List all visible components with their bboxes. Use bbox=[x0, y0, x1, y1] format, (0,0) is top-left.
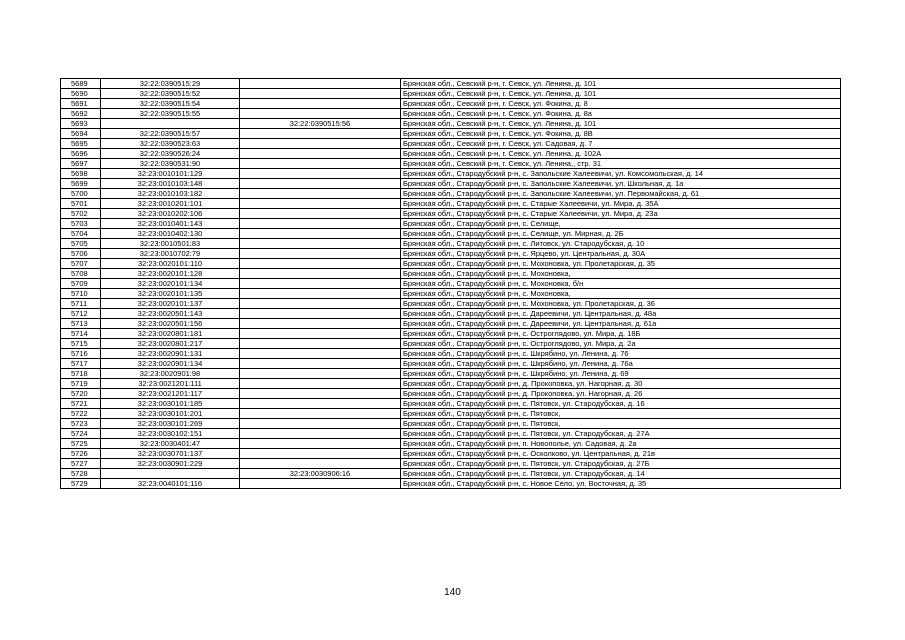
row-number-cell: 5691 bbox=[61, 99, 101, 109]
cadastral-number-cell: 32:23:0030401:47 bbox=[101, 439, 240, 449]
row-number-cell: 5723 bbox=[61, 419, 101, 429]
table-row bbox=[61, 239, 841, 249]
address-cell: Брянская обл., Стародубский р-н, с. Мохоновка, bbox=[401, 289, 841, 299]
cadastral-number-alt-cell bbox=[240, 259, 401, 269]
cadastral-number-alt-cell bbox=[240, 479, 401, 489]
cadastral-number-alt-cell bbox=[240, 349, 401, 359]
address-cell: Брянская обл., Стародубский р-н, с. Мохоновка, ул. Пролетарская, д. 35 bbox=[401, 259, 841, 269]
cadastral-number-cell: 32:23:0020101:137 bbox=[101, 299, 240, 309]
cadastral-number-cell: 32:23:0010103:148 bbox=[101, 179, 240, 189]
table-row bbox=[61, 159, 841, 169]
cadastral-number-alt-cell bbox=[240, 359, 401, 369]
address-cell: Брянская обл., Стародубский р-н, с. Пятовск, ул. Стародубская, д. 14 bbox=[401, 469, 841, 479]
address-cell: Брянская обл., Стародубский р-н, с. Остроглядово, ул. Мира, д. 2а bbox=[401, 339, 841, 349]
row-number-cell: 5728 bbox=[61, 469, 101, 479]
cadastral-number-cell: 32:23:0020101:128 bbox=[101, 269, 240, 279]
address-cell: Брянская обл., Стародубский р-н, с. Шкрябино, ул. Ленина, д. 76 bbox=[401, 349, 841, 359]
row-number-cell: 5707 bbox=[61, 259, 101, 269]
cadastral-number-alt-cell bbox=[240, 149, 401, 159]
table-row bbox=[61, 219, 841, 229]
row-number-cell: 5690 bbox=[61, 89, 101, 99]
cadastral-number-cell: 32:23:0030701:137 bbox=[101, 449, 240, 459]
cadastral-number-alt-cell bbox=[240, 159, 401, 169]
cadastral-number-cell: 32:22:0390523:63 bbox=[101, 139, 240, 149]
cadastral-number-cell: 32:22:0390515:55 bbox=[101, 109, 240, 119]
table-row bbox=[61, 169, 841, 179]
table-row bbox=[61, 139, 841, 149]
cadastral-number-alt-cell bbox=[240, 219, 401, 229]
cadastral-number-alt-cell bbox=[240, 399, 401, 409]
address-cell: Брянская обл., Стародубский р-н, с. Запольские Халеевичи, ул. Комсомольская, д. 14 bbox=[401, 169, 841, 179]
table-row bbox=[61, 249, 841, 259]
address-cell: Брянская обл., Стародубский р-н, с. Остроглядово, ул. Мира, д. 18Б bbox=[401, 329, 841, 339]
row-number-cell: 5705 bbox=[61, 239, 101, 249]
cadastral-number-alt-cell bbox=[240, 289, 401, 299]
row-number-cell: 5697 bbox=[61, 159, 101, 169]
table-row bbox=[61, 259, 841, 269]
cadastral-number-cell: 32:23:0010101:129 bbox=[101, 169, 240, 179]
row-number-cell: 5720 bbox=[61, 389, 101, 399]
row-number-cell: 5698 bbox=[61, 169, 101, 179]
table-row bbox=[61, 419, 841, 429]
cadastral-number-alt-cell bbox=[240, 89, 401, 99]
row-number-cell: 5694 bbox=[61, 129, 101, 139]
row-number-cell: 5713 bbox=[61, 319, 101, 329]
cadastral-number-alt-cell bbox=[240, 249, 401, 259]
row-number-cell: 5703 bbox=[61, 219, 101, 229]
cadastral-number-cell: 32:23:0020901:134 bbox=[101, 359, 240, 369]
table-row bbox=[61, 409, 841, 419]
row-number-cell: 5689 bbox=[61, 79, 101, 89]
cadastral-number-cell: 32:23:0010501:83 bbox=[101, 239, 240, 249]
cadastral-number-alt-cell bbox=[240, 239, 401, 249]
table-row bbox=[61, 209, 841, 219]
row-number-cell: 5725 bbox=[61, 439, 101, 449]
table-row bbox=[61, 359, 841, 369]
cadastral-number-cell: 32:23:0020101:135 bbox=[101, 289, 240, 299]
cadastral-number-alt-cell bbox=[240, 189, 401, 199]
cadastral-number-alt-cell bbox=[240, 459, 401, 469]
cadastral-number-alt-cell bbox=[240, 79, 401, 89]
cadastral-number-alt-cell bbox=[240, 129, 401, 139]
address-cell: Брянская обл., Севский р-н, г. Севск, ул. Ленина, д. 101 bbox=[401, 79, 841, 89]
row-number-cell: 5716 bbox=[61, 349, 101, 359]
row-number-cell: 5695 bbox=[61, 139, 101, 149]
table-row bbox=[61, 429, 841, 439]
cadastral-number-cell: 32:23:0020501:143 bbox=[101, 309, 240, 319]
address-cell: Брянская обл., Стародубский р-н, с. Осколково, ул. Центральная, д. 21в bbox=[401, 449, 841, 459]
address-cell: Брянская обл., Стародубский р-н, с. Пятовск, bbox=[401, 409, 841, 419]
address-cell: Брянская обл., Стародубский р-н, с. Селище, ул. Мирная, д. 2Б bbox=[401, 229, 841, 239]
table-row bbox=[61, 269, 841, 279]
table-row bbox=[61, 189, 841, 199]
cadastral-number-cell: 32:23:0020501:156 bbox=[101, 319, 240, 329]
table-row bbox=[61, 229, 841, 239]
row-number-cell: 5715 bbox=[61, 339, 101, 349]
address-cell: Брянская обл., Стародубский р-н, с. Литовск, ул. Стародубская, д. 10 bbox=[401, 239, 841, 249]
row-number-cell: 5724 bbox=[61, 429, 101, 439]
cadastral-number-cell: 32:23:0040101:116 bbox=[101, 479, 240, 489]
address-cell: Брянская обл., Стародубский р-н, с. Мохоновка, ул. Пролетарская, д. 36 bbox=[401, 299, 841, 309]
table-row bbox=[61, 379, 841, 389]
address-cell: Брянская обл., Севский р-н, г. Севск, ул. Ленина,, стр. 31 bbox=[401, 159, 841, 169]
cadastral-number-cell: 32:23:0010402:130 bbox=[101, 229, 240, 239]
cadastral-number-cell: 32:22:0390515:29 bbox=[101, 79, 240, 89]
cadastral-number-alt-cell bbox=[240, 179, 401, 189]
address-cell: Брянская обл., Севский р-н, г. Севск, ул. Ленина, д. 101 bbox=[401, 89, 841, 99]
cadastral-number-cell: 32:23:0020101:134 bbox=[101, 279, 240, 289]
table-row bbox=[61, 149, 841, 159]
cadastral-number-cell: 32:22:0390515:52 bbox=[101, 89, 240, 99]
cadastral-number-alt-cell bbox=[240, 299, 401, 309]
cadastral-number-cell: 32:23:0030101:185 bbox=[101, 399, 240, 409]
cadastral-number-cell: 32:23:0021201:111 bbox=[101, 379, 240, 389]
cadastral-number-cell: 32:23:0020801:181 bbox=[101, 329, 240, 339]
table-row bbox=[61, 459, 841, 469]
address-cell: Брянская обл., Стародубский р-н, с. Шкрябино, ул. Ленина, д. 76а bbox=[401, 359, 841, 369]
cadastral-number-alt-cell bbox=[240, 199, 401, 209]
table-row bbox=[61, 109, 841, 119]
cadastral-number-alt-cell bbox=[240, 329, 401, 339]
cadastral-number-cell: 32:22:0390531:90 bbox=[101, 159, 240, 169]
cadastral-number-alt-cell bbox=[240, 269, 401, 279]
address-cell: Брянская обл., Стародубский р-н, д. Прокоповка, ул. Нагорная, д. 30 bbox=[401, 379, 841, 389]
row-number-cell: 5719 bbox=[61, 379, 101, 389]
table-row bbox=[61, 289, 841, 299]
table-row bbox=[61, 369, 841, 379]
cadastral-number-cell: 32:23:0030102:151 bbox=[101, 429, 240, 439]
row-number-cell: 5699 bbox=[61, 179, 101, 189]
cadastral-number-alt-cell bbox=[240, 339, 401, 349]
cadastral-number-cell: 32:23:0020101:110 bbox=[101, 259, 240, 269]
address-cell: Брянская обл., Стародубский р-н, с. Дареевичи, ул. Центральная, д. 61а bbox=[401, 319, 841, 329]
address-cell: Брянская обл., Стародубский р-н, с. Шкрябино, ул. Ленина, д. 69 bbox=[401, 369, 841, 379]
row-number-cell: 5702 bbox=[61, 209, 101, 219]
table-row bbox=[61, 469, 841, 479]
row-number-cell: 5726 bbox=[61, 449, 101, 459]
cadastral-number-alt-cell bbox=[240, 429, 401, 439]
cadastral-number-cell: 32:23:0030901:229 bbox=[101, 459, 240, 469]
address-cell: Брянская обл., Севский р-н, г. Севск, ул. Фокина, д. 8а bbox=[401, 109, 841, 119]
cadastral-number-alt-cell bbox=[240, 309, 401, 319]
cadastral-number-cell: 32:22:0390515:57 bbox=[101, 129, 240, 139]
table-row bbox=[61, 89, 841, 99]
table-body bbox=[61, 79, 841, 489]
cadastral-number-cell: 32:23:0030101:269 bbox=[101, 419, 240, 429]
cadastral-number-cell: 32:23:0020901:98 bbox=[101, 369, 240, 379]
address-cell: Брянская обл., Стародубский р-н, с. Запольские Халеевичи, ул. Школьная, д. 1а bbox=[401, 179, 841, 189]
row-number-cell: 5692 bbox=[61, 109, 101, 119]
row-number-cell: 5717 bbox=[61, 359, 101, 369]
row-number-cell: 5711 bbox=[61, 299, 101, 309]
address-cell: Брянская обл., Стародубский р-н, п. Новополье, ул. Садовая, д. 2а bbox=[401, 439, 841, 449]
page-number: 140 bbox=[444, 587, 461, 598]
address-cell: Брянская обл., Севский р-н, г. Севск, ул. Ленина, д. 102А bbox=[401, 149, 841, 159]
cadastral-number-alt-cell bbox=[240, 449, 401, 459]
address-cell: Брянская обл., Стародубский р-н, с. Мохоновка, bbox=[401, 269, 841, 279]
cadastral-number-alt-cell bbox=[240, 409, 401, 419]
cadastral-number-cell: 32:23:0030101:201 bbox=[101, 409, 240, 419]
cadastral-number-alt-cell bbox=[240, 379, 401, 389]
address-cell: Брянская обл., Стародубский р-н, с. Пятовск, ул. Стародубская, д. 27Б bbox=[401, 459, 841, 469]
row-number-cell: 5714 bbox=[61, 329, 101, 339]
address-cell: Брянская обл., Стародубский р-н, с. Старые Халеевичи, ул. Мира, д. 35А bbox=[401, 199, 841, 209]
row-number-cell: 5729 bbox=[61, 479, 101, 489]
address-cell: Брянская обл., Севский р-н, г. Севск, ул. Фокина, д. 8 bbox=[401, 99, 841, 109]
table-row bbox=[61, 199, 841, 209]
row-number-cell: 5704 bbox=[61, 229, 101, 239]
table-row bbox=[61, 439, 841, 449]
cadastral-number-cell: 32:23:0021201:117 bbox=[101, 389, 240, 399]
table-row bbox=[61, 319, 841, 329]
cadastral-number-alt-cell bbox=[240, 109, 401, 119]
table-row bbox=[61, 309, 841, 319]
cadastral-number-alt-cell bbox=[240, 369, 401, 379]
row-number-cell: 5709 bbox=[61, 279, 101, 289]
row-number-cell: 5700 bbox=[61, 189, 101, 199]
table-row bbox=[61, 129, 841, 139]
row-number-cell: 5696 bbox=[61, 149, 101, 159]
cadastral-number-cell: 32:23:0010401:143 bbox=[101, 219, 240, 229]
table-row bbox=[61, 479, 841, 489]
address-cell: Брянская обл., Стародубский р-н, с. Запольские Халеевичи, ул. Первомайская, д. 61 bbox=[401, 189, 841, 199]
row-number-cell: 5727 bbox=[61, 459, 101, 469]
row-number-cell: 5701 bbox=[61, 199, 101, 209]
cadastral-table bbox=[60, 78, 841, 489]
address-cell: Брянская обл., Севский р-н, г. Севск, ул. Садовая, д. 7 bbox=[401, 139, 841, 149]
address-cell: Брянская обл., Стародубский р-н, с. Мохоновка, б/н bbox=[401, 279, 841, 289]
row-number-cell: 5721 bbox=[61, 399, 101, 409]
cadastral-number-cell bbox=[101, 119, 240, 129]
row-number-cell: 5710 bbox=[61, 289, 101, 299]
address-cell: Брянская обл., Стародубский р-н, с. Пятовск, ул. Стародубская, д. 16 bbox=[401, 399, 841, 409]
address-cell: Брянская обл., Стародубский р-н, с. Пятовск, bbox=[401, 419, 841, 429]
cadastral-number-cell: 32:23:0010201:101 bbox=[101, 199, 240, 209]
table-row bbox=[61, 339, 841, 349]
cadastral-number-cell bbox=[101, 469, 240, 479]
address-cell: Брянская обл., Севский р-н, г. Севск, ул. Ленина, д. 101 bbox=[401, 119, 841, 129]
cadastral-number-alt-cell bbox=[240, 169, 401, 179]
cadastral-number-alt-cell bbox=[240, 99, 401, 109]
table-row bbox=[61, 179, 841, 189]
row-number-cell: 5712 bbox=[61, 309, 101, 319]
address-cell: Брянская обл., Стародубский р-н, с. Новое Село, ул. Восточная, д. 35 bbox=[401, 479, 841, 489]
table-row bbox=[61, 119, 841, 129]
cadastral-number-alt-cell: 32:23:0030906:16 bbox=[240, 469, 401, 479]
cadastral-number-cell: 32:23:0010702:79 bbox=[101, 249, 240, 259]
table-row bbox=[61, 79, 841, 89]
cadastral-number-alt-cell: 32:22:0390515:56 bbox=[240, 119, 401, 129]
address-cell: Брянская обл., Стародубский р-н, д. Прокоповка, ул. Нагорная, д. 26 bbox=[401, 389, 841, 399]
cadastral-number-cell: 32:23:0020801:217 bbox=[101, 339, 240, 349]
row-number-cell: 5706 bbox=[61, 249, 101, 259]
cadastral-number-cell: 32:23:0010202:106 bbox=[101, 209, 240, 219]
table-row bbox=[61, 389, 841, 399]
cadastral-number-alt-cell bbox=[240, 209, 401, 219]
cadastral-number-alt-cell bbox=[240, 139, 401, 149]
table-row bbox=[61, 449, 841, 459]
cadastral-number-cell: 32:22:0390515:54 bbox=[101, 99, 240, 109]
row-number-cell: 5693 bbox=[61, 119, 101, 129]
cadastral-number-alt-cell bbox=[240, 439, 401, 449]
address-cell: Брянская обл., Стародубский р-н, с. Селище, bbox=[401, 219, 841, 229]
address-cell: Брянская обл., Стародубский р-н, с. Пятовск, ул. Стародубская, д. 27А bbox=[401, 429, 841, 439]
table-row bbox=[61, 99, 841, 109]
cadastral-number-cell: 32:23:0010103:182 bbox=[101, 189, 240, 199]
row-number-cell: 5708 bbox=[61, 269, 101, 279]
row-number-cell: 5718 bbox=[61, 369, 101, 379]
cadastral-number-cell: 32:23:0020901:131 bbox=[101, 349, 240, 359]
table-row bbox=[61, 299, 841, 309]
cadastral-number-alt-cell bbox=[240, 229, 401, 239]
address-cell: Брянская обл., Севский р-н, г. Севск, ул. Фокина, д. 8В bbox=[401, 129, 841, 139]
row-number-cell: 5722 bbox=[61, 409, 101, 419]
cadastral-number-alt-cell bbox=[240, 279, 401, 289]
table-row bbox=[61, 279, 841, 289]
address-cell: Брянская обл., Стародубский р-н, с. Ярцево, ул. Центральная, д. 30А bbox=[401, 249, 841, 259]
address-cell: Брянская обл., Стародубский р-н, с. Старые Халеевичи, ул. Мира, д. 23а bbox=[401, 209, 841, 219]
table-row bbox=[61, 329, 841, 339]
cadastral-number-alt-cell bbox=[240, 419, 401, 429]
cadastral-number-cell: 32:22:0390526:24 bbox=[101, 149, 240, 159]
table-row bbox=[61, 349, 841, 359]
cadastral-number-alt-cell bbox=[240, 319, 401, 329]
cadastral-number-alt-cell bbox=[240, 389, 401, 399]
address-cell: Брянская обл., Стародубский р-н, с. Дареевичи, ул. Центральная, д. 48а bbox=[401, 309, 841, 319]
table-row bbox=[61, 399, 841, 409]
